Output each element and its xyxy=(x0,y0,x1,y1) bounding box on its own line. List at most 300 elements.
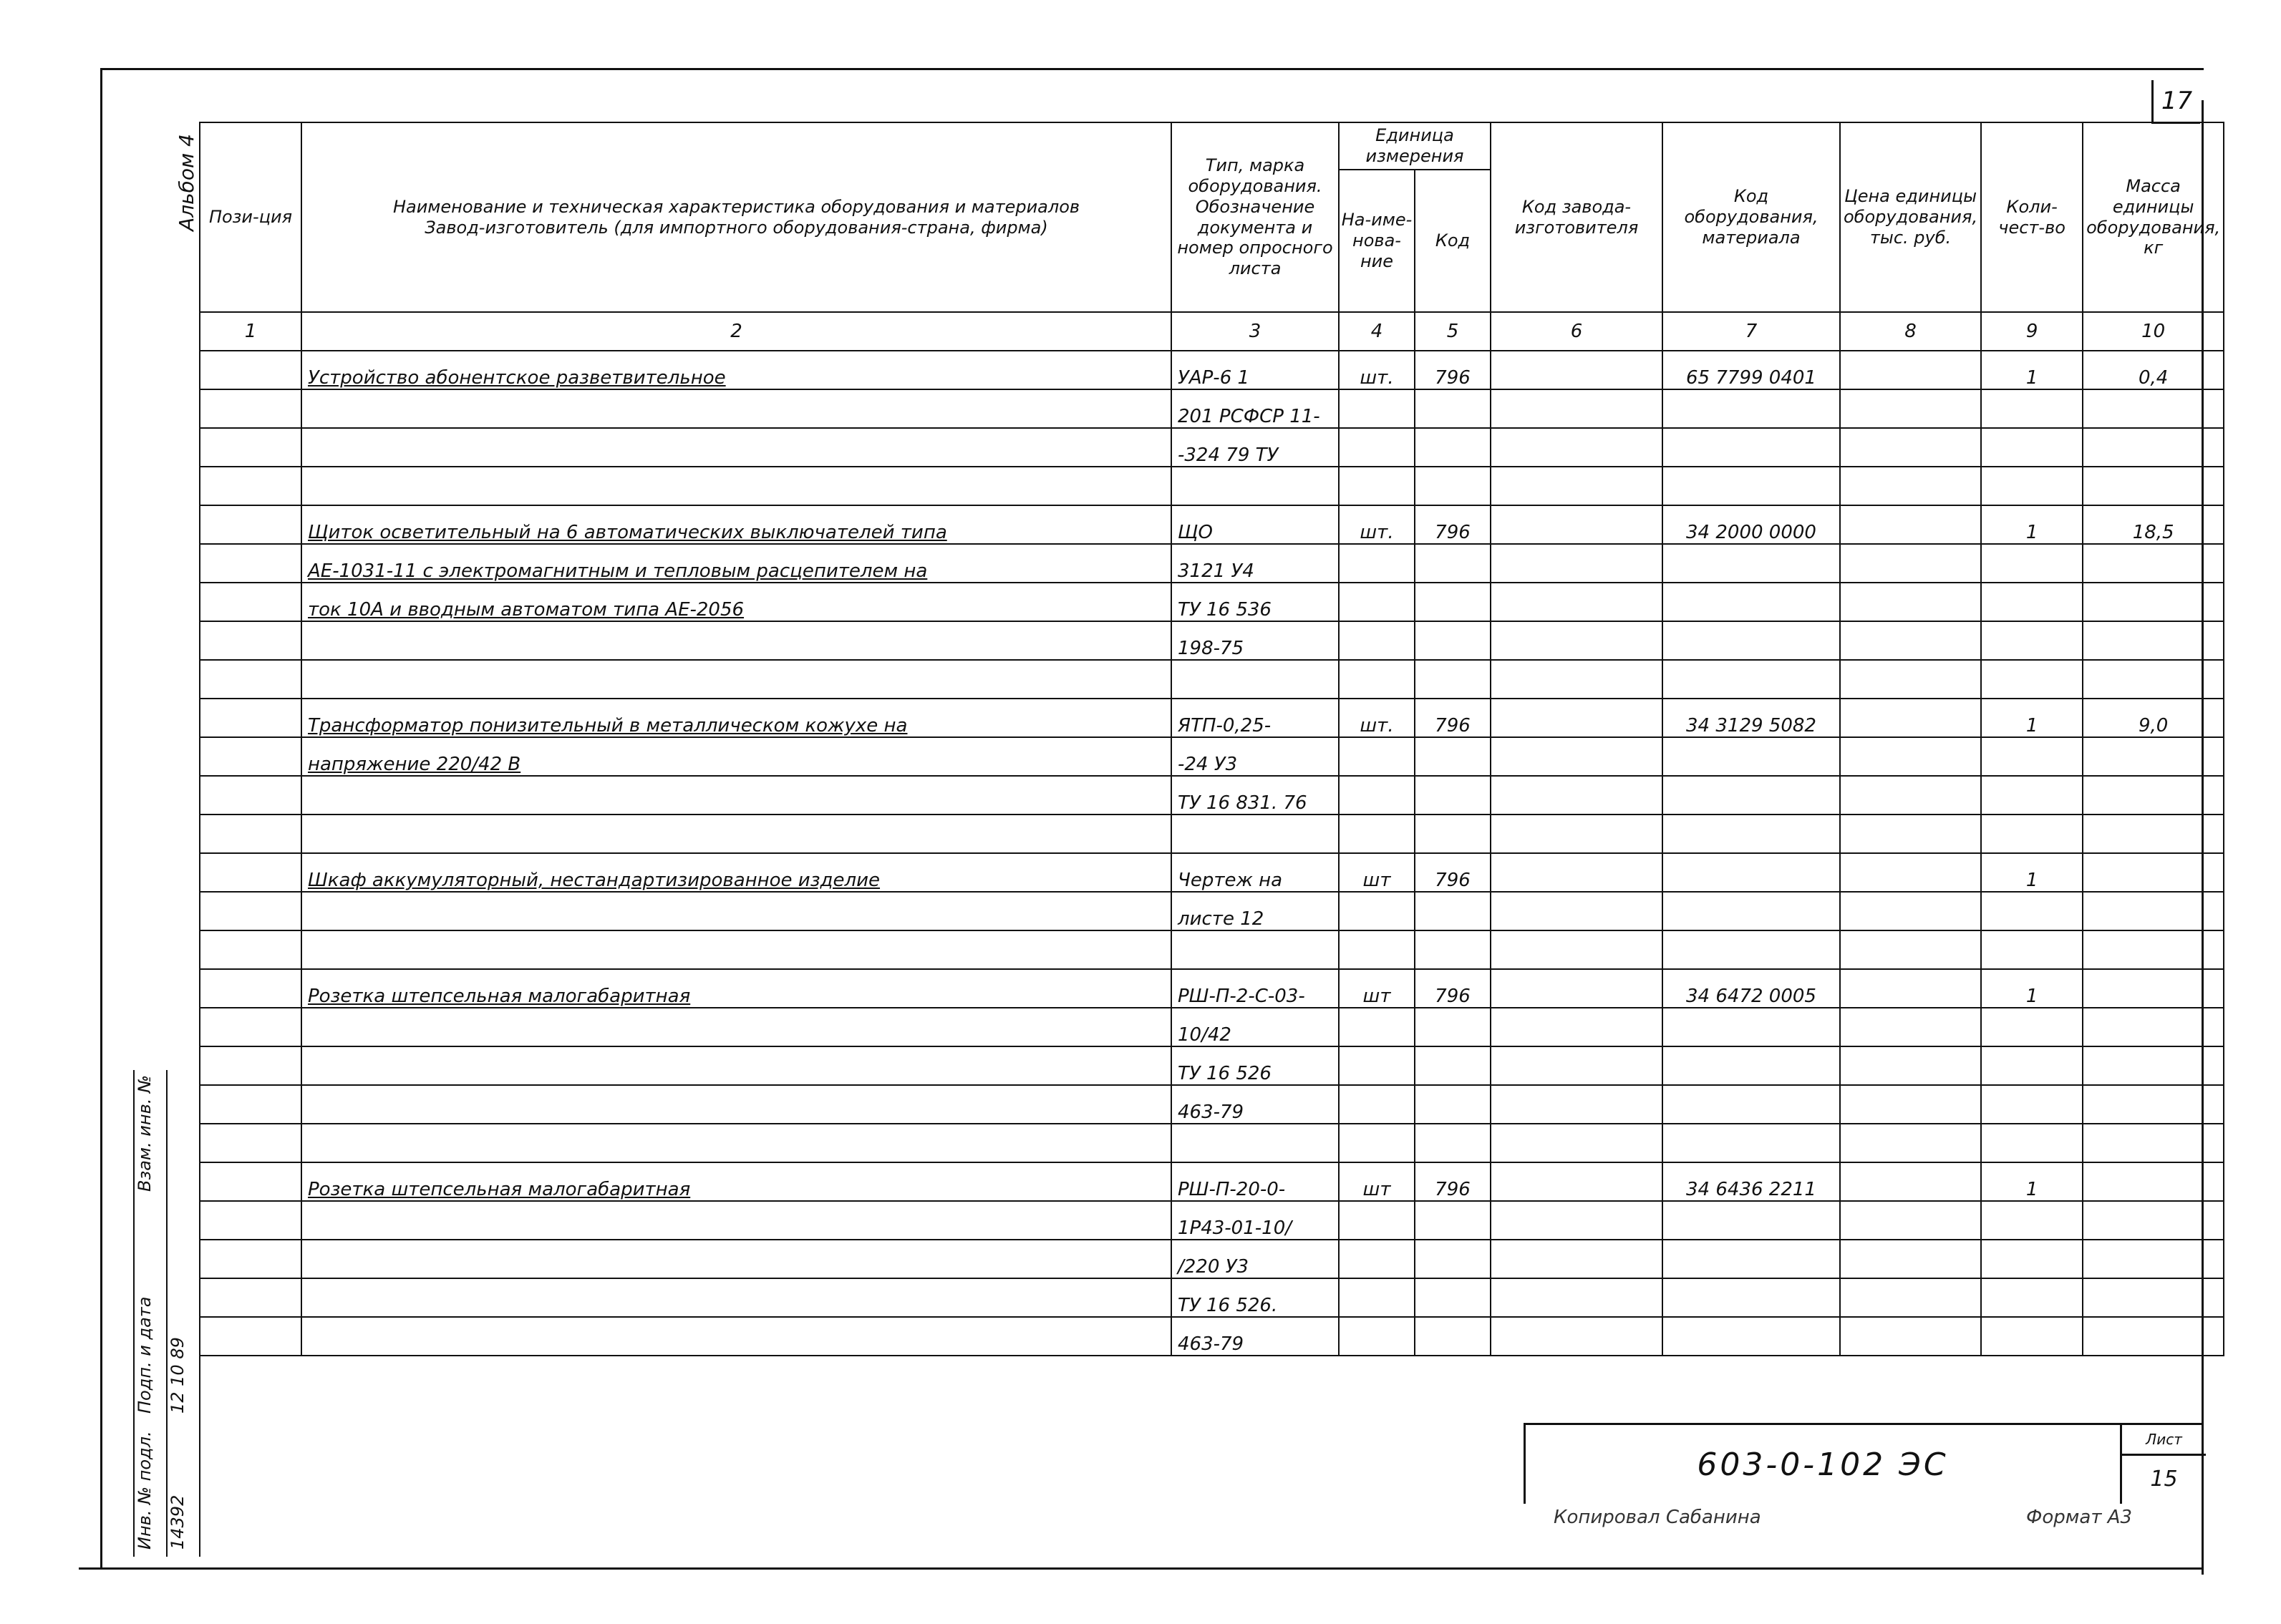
header-mass: Масса единицы оборудования, кг xyxy=(2083,122,2224,312)
column-number: 2 xyxy=(301,312,1171,351)
cell-unit-code xyxy=(1415,1278,1491,1317)
cell-price xyxy=(1840,1162,1981,1201)
cell-unit-code xyxy=(1415,1124,1491,1162)
cell-type: 10/42 xyxy=(1171,1008,1339,1046)
cell-name: ток 10А и вводным автоматом типа АЕ-2056 xyxy=(301,583,1171,621)
table-row xyxy=(200,660,2224,699)
footer-copied-by: Копировал Сабанина xyxy=(1554,1507,1761,1528)
cell-unit-code xyxy=(1415,621,1491,660)
cell-equipment-code xyxy=(1662,1317,1840,1356)
cell-type: 463-79 xyxy=(1171,1085,1339,1124)
cell-equipment-code xyxy=(1662,1124,1840,1162)
cell-unit: шт. xyxy=(1339,351,1415,389)
cell-unit-code xyxy=(1415,737,1491,776)
cell-price xyxy=(1840,660,1981,699)
cell-quantity xyxy=(1981,583,2083,621)
cell-unit xyxy=(1339,660,1415,699)
cell-plant-code xyxy=(1491,544,1662,583)
column-number: 5 xyxy=(1415,312,1491,351)
cell-price xyxy=(1840,699,1981,737)
cell-type: ТУ 16 536 xyxy=(1171,583,1339,621)
cell-equipment-code: 34 6436 2211 xyxy=(1662,1162,1840,1201)
cell-quantity: 1 xyxy=(1981,1162,2083,1201)
cell-mass xyxy=(2083,969,2224,1008)
cell-unit: шт xyxy=(1339,1162,1415,1201)
table-row xyxy=(200,467,2224,505)
table-row xyxy=(200,583,2224,621)
table-row xyxy=(200,1085,2224,1124)
cell-name xyxy=(301,776,1171,815)
table-row xyxy=(200,389,2224,428)
cell-position xyxy=(200,583,301,621)
cell-mass xyxy=(2083,1008,2224,1046)
cell-equipment-code xyxy=(1662,930,1840,969)
cell-price xyxy=(1840,1046,1981,1085)
cell-plant-code xyxy=(1491,351,1662,389)
cell-type: ТУ 16 831. 76 xyxy=(1171,776,1339,815)
cell-quantity xyxy=(1981,815,2083,853)
cell-type: УАР-6 1 xyxy=(1171,351,1339,389)
cell-plant-code xyxy=(1491,1278,1662,1317)
header-name xyxy=(301,122,1171,312)
cell-equipment-code xyxy=(1662,815,1840,853)
cell-mass xyxy=(2083,660,2224,699)
cell-name xyxy=(301,1008,1171,1046)
specification-table xyxy=(199,122,2224,1356)
header-unit xyxy=(1339,122,1491,312)
cell-unit: шт xyxy=(1339,969,1415,1008)
cell-quantity xyxy=(1981,660,2083,699)
cell-quantity xyxy=(1981,544,2083,583)
cell-quantity xyxy=(1981,776,2083,815)
cell-price xyxy=(1840,737,1981,776)
cell-type: Чертеж на xyxy=(1171,853,1339,892)
cell-name: Розетка штепсельная малогабаритная xyxy=(301,1162,1171,1201)
cell-plant-code xyxy=(1491,389,1662,428)
cell-equipment-code xyxy=(1662,621,1840,660)
cell-name xyxy=(301,467,1171,505)
cell-position xyxy=(200,969,301,1008)
cell-plant-code xyxy=(1491,583,1662,621)
cell-unit-code: 796 xyxy=(1415,969,1491,1008)
cell-price xyxy=(1840,1085,1981,1124)
cell-name: Шкаф аккумуляторный, нестандартизированное изделие xyxy=(301,853,1171,892)
cell-plant-code xyxy=(1491,699,1662,737)
cell-quantity xyxy=(1981,1317,2083,1356)
cell-equipment-code xyxy=(1662,776,1840,815)
title-sheet-label: Лист xyxy=(2122,1425,2206,1456)
cell-name: Устройство абонентское разветвительное xyxy=(301,351,1171,389)
header-unit-code: Код xyxy=(1414,170,1490,311)
cell-type: ТУ 16 526 xyxy=(1171,1046,1339,1085)
cell-equipment-code xyxy=(1662,1240,1840,1278)
sheet-number: 17 xyxy=(2151,80,2200,124)
cell-position xyxy=(200,1240,301,1278)
table-row xyxy=(200,621,2224,660)
cell-unit xyxy=(1339,815,1415,853)
cell-name xyxy=(301,1124,1171,1162)
cell-quantity xyxy=(1981,1201,2083,1240)
cell-price xyxy=(1840,583,1981,621)
cell-name xyxy=(301,1085,1171,1124)
cell-name xyxy=(301,930,1171,969)
cell-price xyxy=(1840,1124,1981,1162)
cell-unit xyxy=(1339,621,1415,660)
cell-unit-code xyxy=(1415,1201,1491,1240)
cell-equipment-code: 34 2000 0000 xyxy=(1662,505,1840,544)
cell-unit: шт. xyxy=(1339,699,1415,737)
cell-name xyxy=(301,1278,1171,1317)
cell-quantity xyxy=(1981,930,2083,969)
cell-equipment-code xyxy=(1662,1201,1840,1240)
cell-mass xyxy=(2083,1201,2224,1240)
cell-name xyxy=(301,389,1171,428)
cell-type: 3121 У4 xyxy=(1171,544,1339,583)
cell-unit-code xyxy=(1415,660,1491,699)
cell-equipment-code xyxy=(1662,1085,1840,1124)
cell-quantity xyxy=(1981,1008,2083,1046)
cell-position xyxy=(200,892,301,930)
cell-type: ЯТП-0,25- xyxy=(1171,699,1339,737)
cell-price xyxy=(1840,1317,1981,1356)
cell-mass xyxy=(2083,1162,2224,1201)
cell-position xyxy=(200,1124,301,1162)
cell-equipment-code xyxy=(1662,737,1840,776)
cell-equipment-code: 65 7799 0401 xyxy=(1662,351,1840,389)
stamp-inv-label: Инв. № подл. xyxy=(135,1431,155,1550)
cell-position xyxy=(200,660,301,699)
header-plant-code: Код завода-изготовителя xyxy=(1491,122,1662,312)
cell-position xyxy=(200,1162,301,1201)
cell-price xyxy=(1840,969,1981,1008)
cell-unit xyxy=(1339,1046,1415,1085)
cell-mass xyxy=(2083,467,2224,505)
cell-quantity xyxy=(1981,737,2083,776)
header-position: Пози-ция xyxy=(200,122,301,312)
header-type: Тип, марка оборудования. Обозначение документа и номер опросного листа xyxy=(1171,122,1339,312)
cell-quantity: 1 xyxy=(1981,969,2083,1008)
cell-unit xyxy=(1339,1201,1415,1240)
cell-position xyxy=(200,1201,301,1240)
cell-mass xyxy=(2083,1240,2224,1278)
cell-position xyxy=(200,815,301,853)
cell-equipment-code xyxy=(1662,544,1840,583)
cell-name xyxy=(301,1046,1171,1085)
cell-mass xyxy=(2083,1278,2224,1317)
table-row xyxy=(200,505,2224,544)
cell-plant-code xyxy=(1491,892,1662,930)
cell-quantity xyxy=(1981,892,2083,930)
table-row xyxy=(200,1240,2224,1278)
column-number: 8 xyxy=(1840,312,1981,351)
cell-position xyxy=(200,351,301,389)
cell-type xyxy=(1171,930,1339,969)
header-row xyxy=(200,122,2224,312)
approval-stamp xyxy=(100,1070,200,1557)
cell-name xyxy=(301,428,1171,467)
document-code: 603-0-102 ЭС xyxy=(1697,1446,1949,1483)
cell-unit: шт xyxy=(1339,853,1415,892)
column-number-row xyxy=(200,312,2224,351)
cell-mass: 18,5 xyxy=(2083,505,2224,544)
cell-type: 1Р43-01-10/ xyxy=(1171,1201,1339,1240)
cell-plant-code xyxy=(1491,621,1662,660)
cell-type: РШ-П-20-0- xyxy=(1171,1162,1339,1201)
cell-price xyxy=(1840,892,1981,930)
cell-quantity xyxy=(1981,1278,2083,1317)
cell-mass xyxy=(2083,621,2224,660)
header-price: Цена единицы оборудования, тыс. руб. xyxy=(1840,122,1981,312)
cell-unit xyxy=(1339,1085,1415,1124)
cell-name: Щиток осветительный на 6 автоматических выключателей типа xyxy=(301,505,1171,544)
cell-plant-code xyxy=(1491,1162,1662,1201)
cell-price xyxy=(1840,853,1981,892)
cell-mass xyxy=(2083,428,2224,467)
cell-mass xyxy=(2083,853,2224,892)
cell-price xyxy=(1840,505,1981,544)
cell-unit xyxy=(1339,930,1415,969)
column-number: 3 xyxy=(1171,312,1339,351)
cell-equipment-code xyxy=(1662,853,1840,892)
cell-unit-code xyxy=(1415,1008,1491,1046)
table-row xyxy=(200,1124,2224,1162)
cell-position xyxy=(200,505,301,544)
cell-equipment-code xyxy=(1662,1046,1840,1085)
cell-plant-code xyxy=(1491,467,1662,505)
cell-quantity: 1 xyxy=(1981,351,2083,389)
cell-mass xyxy=(2083,930,2224,969)
cell-equipment-code xyxy=(1662,660,1840,699)
cell-price xyxy=(1840,428,1981,467)
cell-quantity xyxy=(1981,467,2083,505)
cell-quantity: 1 xyxy=(1981,853,2083,892)
cell-plant-code xyxy=(1491,1008,1662,1046)
cell-plant-code xyxy=(1491,1046,1662,1085)
header-equipment-code: Код оборудования, материала xyxy=(1662,122,1840,312)
cell-price xyxy=(1840,351,1981,389)
cell-unit-code xyxy=(1415,583,1491,621)
cell-mass xyxy=(2083,1046,2224,1085)
column-number: 1 xyxy=(200,312,301,351)
cell-plant-code xyxy=(1491,776,1662,815)
cell-price xyxy=(1840,467,1981,505)
cell-unit xyxy=(1339,428,1415,467)
cell-name xyxy=(301,660,1171,699)
cell-unit xyxy=(1339,776,1415,815)
cell-price xyxy=(1840,1008,1981,1046)
cell-unit-code: 796 xyxy=(1415,853,1491,892)
cell-plant-code xyxy=(1491,737,1662,776)
cell-position xyxy=(200,1008,301,1046)
cell-plant-code xyxy=(1491,1201,1662,1240)
cell-quantity xyxy=(1981,389,2083,428)
cell-unit-code xyxy=(1415,467,1491,505)
cell-position xyxy=(200,1085,301,1124)
column-number: 4 xyxy=(1339,312,1415,351)
cell-position xyxy=(200,930,301,969)
cell-unit: шт. xyxy=(1339,505,1415,544)
table-row xyxy=(200,930,2224,969)
cell-mass xyxy=(2083,815,2224,853)
cell-unit-code: 796 xyxy=(1415,505,1491,544)
table-row xyxy=(200,892,2224,930)
cell-unit xyxy=(1339,1240,1415,1278)
cell-mass xyxy=(2083,544,2224,583)
cell-name: АЕ-1031-11 с электромагнитным и тепловым расцепителем на xyxy=(301,544,1171,583)
table-row xyxy=(200,776,2224,815)
cell-name xyxy=(301,621,1171,660)
cell-plant-code xyxy=(1491,1240,1662,1278)
column-number: 7 xyxy=(1662,312,1840,351)
header-unit-name: На-име-нова-ние xyxy=(1341,210,1413,271)
cell-price xyxy=(1840,389,1981,428)
cell-unit-code xyxy=(1415,815,1491,853)
title-sheet-box xyxy=(2120,1425,2206,1504)
table-row xyxy=(200,1278,2224,1317)
column-number: 6 xyxy=(1491,312,1662,351)
table-row xyxy=(200,1008,2224,1046)
cell-mass xyxy=(2083,776,2224,815)
cell-unit-code xyxy=(1415,1085,1491,1124)
cell-position xyxy=(200,1046,301,1085)
cell-name xyxy=(301,1201,1171,1240)
table-row xyxy=(200,1317,2224,1356)
cell-plant-code xyxy=(1491,1317,1662,1356)
cell-unit-code: 796 xyxy=(1415,699,1491,737)
cell-quantity xyxy=(1981,1240,2083,1278)
header-unit-top: Единица измерения xyxy=(1340,123,1490,170)
cell-unit-code xyxy=(1415,1046,1491,1085)
cell-unit-code: 796 xyxy=(1415,351,1491,389)
table-row xyxy=(200,737,2224,776)
cell-equipment-code xyxy=(1662,428,1840,467)
table-row xyxy=(200,428,2224,467)
table-body xyxy=(200,351,2224,1356)
cell-unit-code xyxy=(1415,389,1491,428)
cell-plant-code xyxy=(1491,1124,1662,1162)
cell-unit xyxy=(1339,583,1415,621)
title-sheet-value: 15 xyxy=(2150,1467,2178,1492)
header-quantity: Коли-чест-во xyxy=(1981,122,2083,312)
cell-type: 198-75 xyxy=(1171,621,1339,660)
cell-type xyxy=(1171,660,1339,699)
cell-type: ЩО xyxy=(1171,505,1339,544)
cell-price xyxy=(1840,1278,1981,1317)
table-row xyxy=(200,1162,2224,1201)
column-number: 10 xyxy=(2083,312,2224,351)
cell-position xyxy=(200,699,301,737)
cell-mass xyxy=(2083,737,2224,776)
cell-type xyxy=(1171,467,1339,505)
table-row xyxy=(200,699,2224,737)
cell-plant-code xyxy=(1491,660,1662,699)
cell-type: -324 79 ТУ xyxy=(1171,428,1339,467)
cell-unit xyxy=(1339,737,1415,776)
cell-mass: 0,4 xyxy=(2083,351,2224,389)
cell-name: Розетка штепсельная малогабаритная xyxy=(301,969,1171,1008)
cell-unit-code xyxy=(1415,1317,1491,1356)
table-row xyxy=(200,1201,2224,1240)
cell-equipment-code xyxy=(1662,467,1840,505)
cell-quantity xyxy=(1981,428,2083,467)
cell-type: 463-79 xyxy=(1171,1317,1339,1356)
cell-price xyxy=(1840,544,1981,583)
cell-unit-code xyxy=(1415,776,1491,815)
cell-equipment-code xyxy=(1662,1008,1840,1046)
cell-position xyxy=(200,389,301,428)
cell-mass xyxy=(2083,1317,2224,1356)
cell-plant-code xyxy=(1491,1085,1662,1124)
cell-plant-code xyxy=(1491,428,1662,467)
cell-type: листе 12 xyxy=(1171,892,1339,930)
cell-price xyxy=(1840,1201,1981,1240)
cell-quantity xyxy=(1981,621,2083,660)
stamp-date-value: 12 10 89 xyxy=(168,1337,188,1414)
table-row xyxy=(200,969,2224,1008)
cell-name xyxy=(301,815,1171,853)
cell-name xyxy=(301,1317,1171,1356)
cell-equipment-code xyxy=(1662,583,1840,621)
cell-plant-code xyxy=(1491,815,1662,853)
table-row xyxy=(200,853,2224,892)
cell-position xyxy=(200,544,301,583)
cell-quantity: 1 xyxy=(1981,699,2083,737)
header-name-line2: Завод-изготовитель (для импортного оборудования-страна, фирма) xyxy=(425,217,1048,238)
cell-position xyxy=(200,776,301,815)
cell-unit xyxy=(1339,1317,1415,1356)
cell-price xyxy=(1840,621,1981,660)
cell-name xyxy=(301,1240,1171,1278)
cell-equipment-code: 34 3129 5082 xyxy=(1662,699,1840,737)
cell-position xyxy=(200,1278,301,1317)
table-row xyxy=(200,1046,2224,1085)
stamp-inv-value: 14392 xyxy=(168,1494,188,1550)
cell-position xyxy=(200,737,301,776)
frame-bottom-line xyxy=(79,1567,2202,1570)
cell-quantity xyxy=(1981,1046,2083,1085)
table-row xyxy=(200,544,2224,583)
cell-mass xyxy=(2083,389,2224,428)
cell-price xyxy=(1840,930,1981,969)
cell-price xyxy=(1840,815,1981,853)
cell-unit xyxy=(1339,544,1415,583)
album-label: Альбом 4 xyxy=(174,134,198,231)
cell-plant-code xyxy=(1491,505,1662,544)
cell-unit-code xyxy=(1415,1240,1491,1278)
cell-type xyxy=(1171,815,1339,853)
cell-type: 201 РСФСР 11- xyxy=(1171,389,1339,428)
cell-quantity xyxy=(1981,1085,2083,1124)
cell-mass xyxy=(2083,1124,2224,1162)
cell-type xyxy=(1171,1124,1339,1162)
cell-plant-code xyxy=(1491,969,1662,1008)
cell-type: -24 У3 xyxy=(1171,737,1339,776)
cell-mass xyxy=(2083,583,2224,621)
table-row xyxy=(200,351,2224,389)
cell-position xyxy=(200,853,301,892)
title-block xyxy=(1524,1423,2204,1504)
cell-unit-code xyxy=(1415,428,1491,467)
cell-type: РШ-П-2-С-03- xyxy=(1171,969,1339,1008)
cell-type: /220 У3 xyxy=(1171,1240,1339,1278)
column-number: 9 xyxy=(1981,312,2083,351)
cell-position xyxy=(200,428,301,467)
stamp-sign-label: Подп. и дата xyxy=(135,1296,155,1414)
cell-unit-code xyxy=(1415,892,1491,930)
footer-format: Формат А3 xyxy=(2026,1507,2133,1528)
cell-equipment-code: 34 6472 0005 xyxy=(1662,969,1840,1008)
cell-name: напряжение 220/42 В xyxy=(301,737,1171,776)
